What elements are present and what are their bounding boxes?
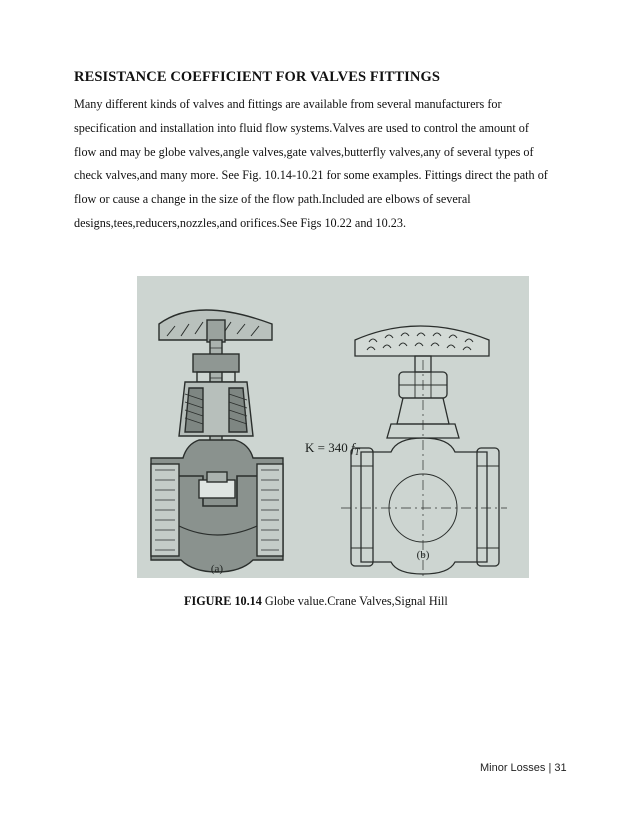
label-b: (b) [416,549,430,561]
paragraph-line: flow or cause a change in the size of the flow path.Included are elbows of several [74,192,471,207]
body-paragraph [74,93,574,236]
page-footer: Minor Losses | 31 [480,762,567,774]
paragraph-line: specification and installation into fluid flow systems.Valves are used to control the amount of [74,120,529,135]
figure-caption-label: FIGURE 10.14 [184,594,262,608]
section-heading: RESISTANCE COEFFICIENT FOR VALVES FITTINGS [74,69,441,85]
figure-caption [184,594,448,609]
figure-caption-text: Globe value.Crane Valves,Signal Hill [261,594,448,608]
label-a: (a) [210,563,224,575]
globe-valve-figure [137,276,529,578]
paragraph-line: designs,tees,reducers,nozzles,and orifices.See Figs 10.22 and 10.23. [74,215,407,230]
globe-valve-drawing [137,276,529,578]
paragraph-line: flow and may be globe valves,angle valves,gate valves,butterfly valves,any of several types of [74,144,534,159]
k-formula-prefix: K = 340 [305,440,351,455]
paragraph-line: Many different kinds of valves and fittings are available from several manufacturers for [74,97,502,111]
k-formula-sub: T [354,447,360,457]
k-formula-var: f [350,440,355,455]
paragraph-line: check valves,and many more. See Fig. 10.14-10.21 for some examples. Fittings direct the path of [74,168,548,183]
